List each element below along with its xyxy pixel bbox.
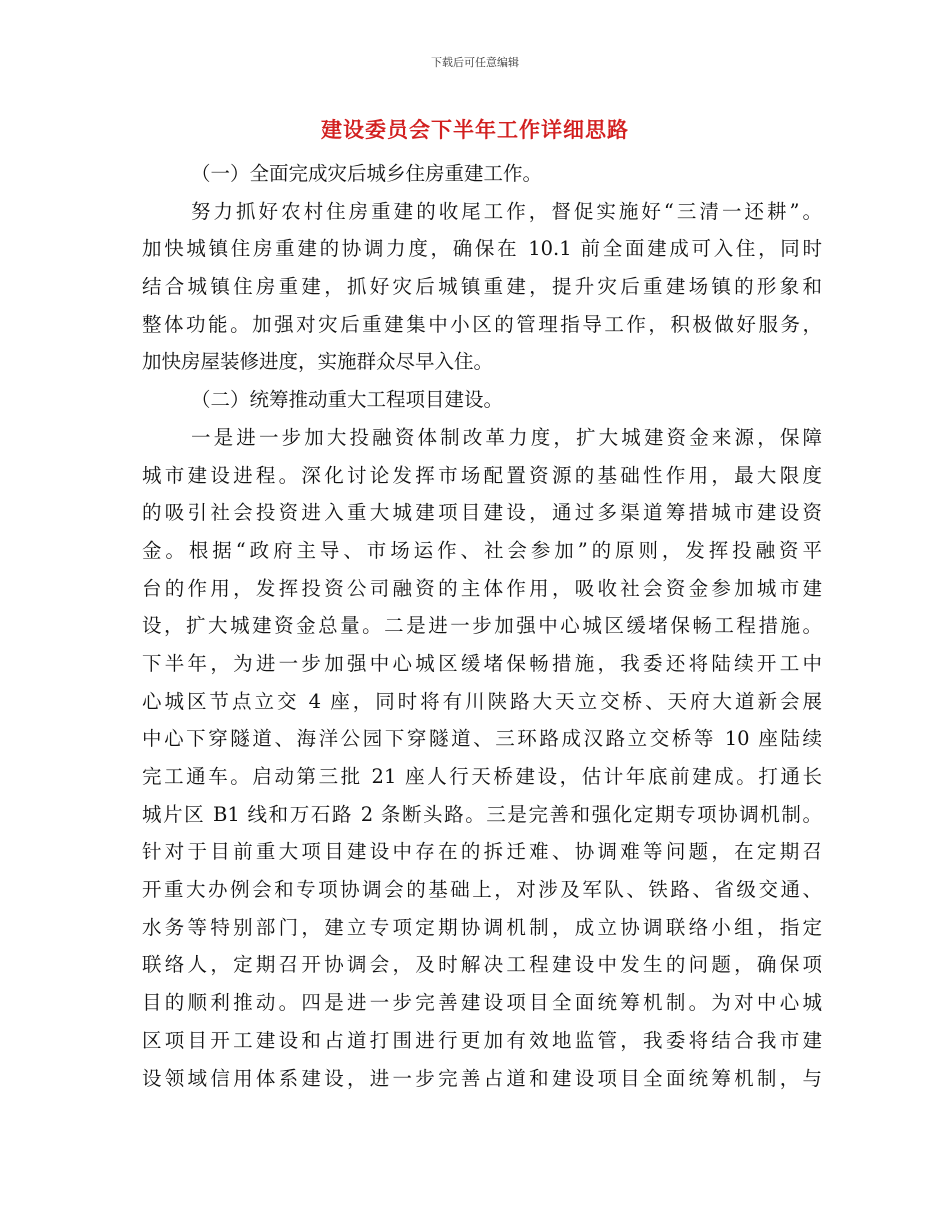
paragraph-line: 水务等特别部门，建立专项定期协调机制，成立协调联络小组，指定 xyxy=(142,915,822,939)
paragraph-line: 联络人，定期召开协调会，及时解决工程建设中发生的问题，确保项 xyxy=(142,953,822,977)
paragraph-line: 设领域信用体系建设，进一步完善占道和建设项目全面统筹机制，与 xyxy=(142,1066,822,1090)
paragraph-line: 下半年，为进一步加强中心城区缓堵保畅措施，我委还将陆续开工中 xyxy=(142,651,822,675)
paragraph-line: 台的作用，发挥投资公司融资的主体作用，吸收社会资金参加城市建 xyxy=(142,576,822,600)
paragraph-line: 加快房屋装修进度，实施群众尽早入住。 xyxy=(142,350,494,374)
section-heading-1: （一）全面完成灾后城乡住房重建工作。 xyxy=(191,162,543,185)
paragraph-line: 一是进一步加大投融资体制改革力度，扩大城建资金来源，保障 xyxy=(191,425,822,449)
paragraph-line: 整体功能。加强对灾后重建集中小区的管理指导工作，积极做好服务， xyxy=(142,312,822,336)
paragraph-line: 中心下穿隧道、海洋公园下穿隧道、三环路成汉路立交桥等 10 座陆续 xyxy=(142,727,822,751)
paragraph-line: 结合城镇住房重建，抓好灾后城镇重建，提升灾后重建场镇的形象和 xyxy=(142,275,822,299)
paragraph-line: 努力抓好农村住房重建的收尾工作，督促实施好“三清一还耕”。 xyxy=(191,199,822,223)
paragraph-line: 目的顺利推动。四是进一步完善建设项目全面统筹机制。为对中心城 xyxy=(142,991,822,1015)
paragraph-line: 区项目开工建设和占道打围进行更加有效地监管，我委将结合我市建 xyxy=(142,1028,822,1052)
paragraph-line: 加快城镇住房重建的协调力度，确保在 10.1 前全面建成可入住，同时 xyxy=(142,237,822,261)
document-body xyxy=(142,155,822,1097)
paragraph-line: 城市建设进程。深化讨论发挥市场配置资源的基础性作用，最大限度 xyxy=(142,463,822,487)
paragraph-line: 的吸引社会投资进入重大城建项目建设，通过多渠道筹措城市建设资 xyxy=(142,501,822,525)
header-note: 下载后可任意编辑 xyxy=(431,56,519,69)
section-heading-2: （二）统筹推动重大工程项目建设。 xyxy=(191,388,504,412)
paragraph-line: 开重大办例会和专项协调会的基础上，对涉及军队、铁路、省级交通、 xyxy=(142,878,822,902)
paragraph-line: 城片区 B1 线和万石路 2 条断头路。三是完善和强化定期专项协调机制。 xyxy=(142,802,822,826)
paragraph-line: 针对于目前重大项目建设中存在的拆迁难、协调难等问题，在定期召 xyxy=(142,840,822,864)
document-title: 建设委员会下半年工作详细思路 xyxy=(321,118,629,142)
paragraph-line: 设，扩大城建资金总量。二是进一步加强中心城区缓堵保畅工程措施。 xyxy=(142,614,822,638)
paragraph-line: 金。根据“政府主导、市场运作、社会参加”的原则，发挥投融资平 xyxy=(142,538,822,562)
paragraph-line: 完工通车。启动第三批 21 座人行天桥建设，估计年底前建成。打通长 xyxy=(142,765,822,788)
paragraph-line: 心城区节点立交 4 座，同时将有川陕路大天立交桥、天府大道新会展 xyxy=(142,689,822,713)
